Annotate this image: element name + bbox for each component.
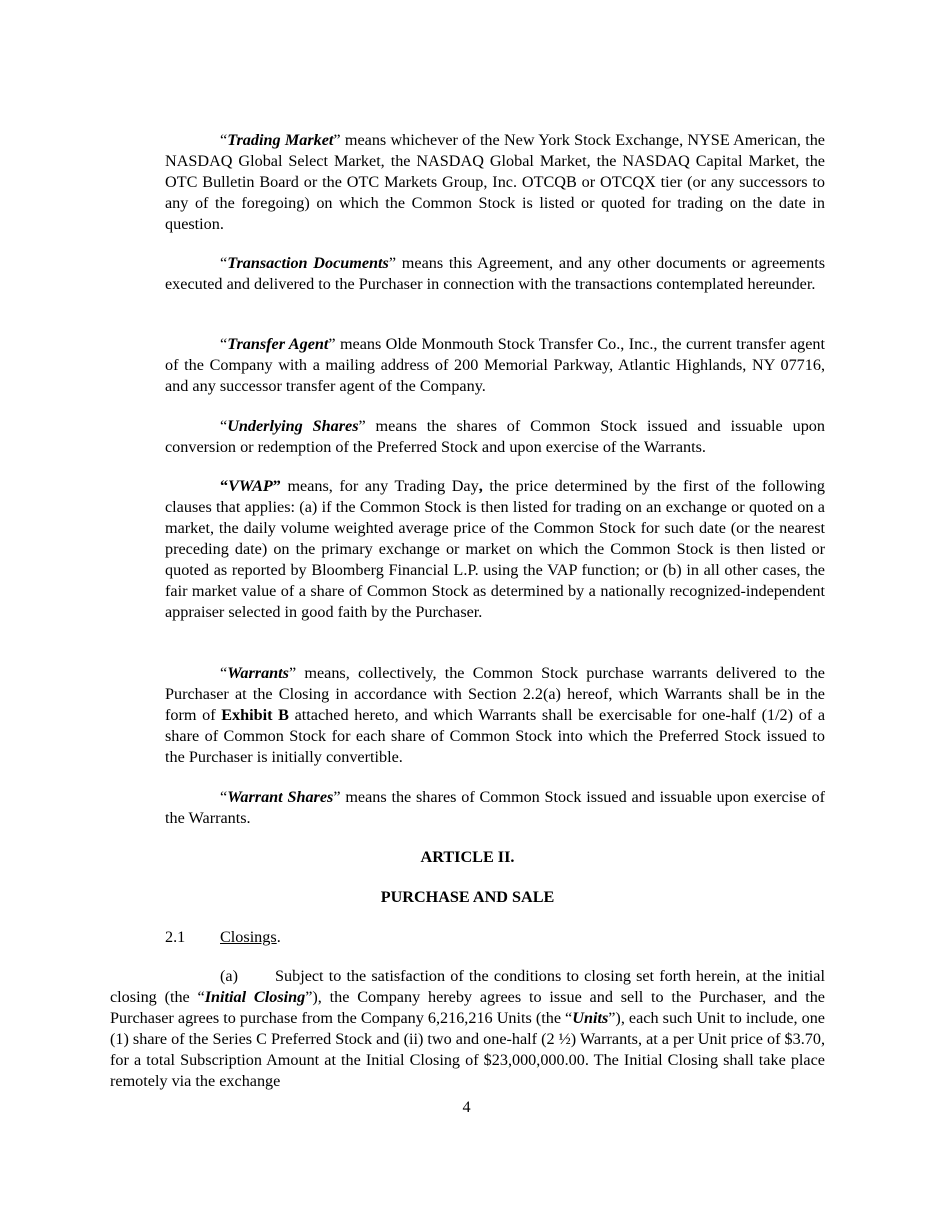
paragraph-a: (a) Subject to the satisfaction of the conditions to closing set forth herein, at the initial closing (the “Initial Closing”), the Company hereby agrees to issue and sell to the Purchaser, and the Purchaser agrees to purchase from the Company 6,216,216 Units (the “Units”), each such Unit to include, one (1) share of the Series C Preferred Stock and (ii) two and one-half (2 ½) Warrants, at a per Unit price of $3.70, for a total Subscription Amount at the Initial Closing of $23,000,000.00. The Initial Closing shall take place remotely via the exchange [110, 967, 825, 1090]
definition-trading-market: “Trading Market” means whichever of the New York Stock Exchange, NYSE American, the NASDAQ Global Select Market, the NASDAQ Global Market, the NASDAQ Capital Market, the OTC Bulletin Board or the OTC Markets Group, Inc. OTCQB or OTCQX tier (or any successors to any of the foregoing) on which the Common Stock is listed or quoted for trading on the date in question. [165, 131, 825, 233]
defined-term: Transfer Agent [227, 335, 329, 353]
definition-underlying-shares: “Underlying Shares” means the shares of Common Stock issued and issuable upon conversion or redemption of the Preferred Stock and upon exercise of the Warrants. [165, 417, 825, 456]
definition-vwap: “VWAP” means, for any Trading Day, the price determined by the first of the following clauses that applies: (a) if the Common Stock is then listed for trading on an exchange or quoted on a market, the daily volume weighted average price of the Common Stock for such date (or the nearest preceding date) on the primary exchange or market on which the Common Stock is then listed or quoted as reported by Bloomberg Financial L.P. using the VAP function; or (b) in all other cases, the fair market value of a share of Common Stock as determined by a nationally recognized-independent appraiser selected in good faith by the Purchaser. [165, 477, 826, 621]
section-heading: 2.1 Closings. [165, 928, 281, 946]
defined-term: Units [572, 1009, 609, 1027]
defined-term: VWAP [228, 477, 273, 495]
definition-warrants: “Warrants” means, collectively, the Common Stock purchase warrants delivered to the Purchaser at the Closing in accordance with Section 2.2(a) hereof, which Warrants shall be in the form of Exhibit B attached hereto, and which Warrants shall be exercisable for one-half (1/2) of a share of Common Stock for each share of Common Stock into which the Preferred Stock issued to the Purchaser is initially convertible. [165, 664, 826, 766]
definition-transfer-agent: “Transfer Agent” means Olde Monmouth Stock Transfer Co., Inc., the current transfer agent of the Company with a mailing address of 200 Memorial Parkway, Atlantic Highlands, NY 07716, and any successor transfer agent of the Company. [165, 335, 825, 395]
article-title: PURCHASE AND SALE [380, 888, 555, 906]
paragraph-label: (a) [220, 967, 238, 985]
article-number: ARTICLE II. [420, 848, 515, 866]
section-number: 2.1 [165, 928, 186, 946]
defined-term: Trading Market [227, 131, 334, 149]
exhibit-reference: Exhibit B [221, 706, 289, 724]
definition-transaction-documents: “Transaction Documents” means this Agreement, and any other documents or agreements executed and delivered to the Purchaser in connection with the transactions contemplated hereunder. [165, 254, 826, 293]
section-title: Closings [220, 928, 277, 946]
defined-term: Warrant Shares [227, 788, 334, 806]
definition-warrant-shares: “Warrant Shares” means the shares of Common Stock issued and issuable upon exercise of the Warrants. [165, 788, 825, 827]
defined-term: Warrants [227, 664, 289, 682]
defined-term: Initial Closing [204, 988, 306, 1006]
page-number: 4 [462, 1098, 471, 1116]
defined-term: Underlying Shares [227, 417, 359, 435]
defined-term: Transaction Documents [227, 254, 389, 272]
